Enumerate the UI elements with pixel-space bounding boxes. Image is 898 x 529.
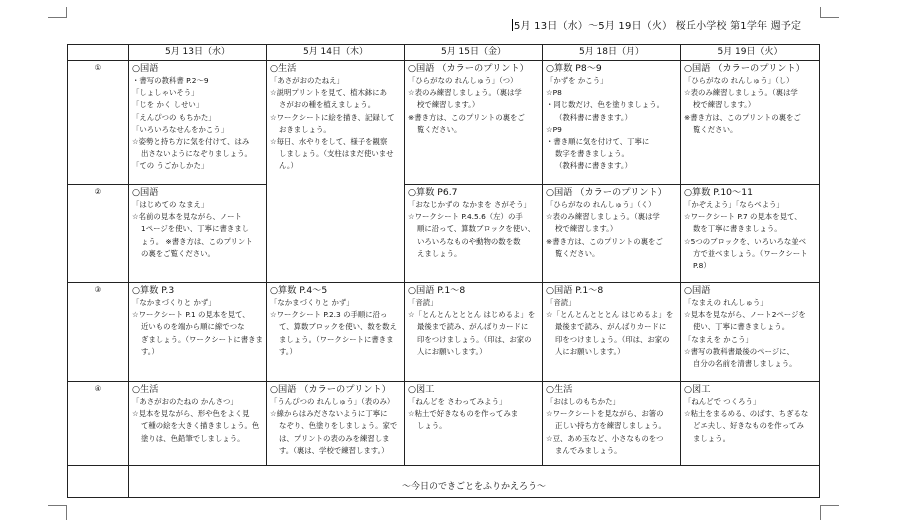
schedule-cell[interactable]: ○生活 「おはしのもちかた」 ☆ワークシートを見ながら、お箸の 正しい持ち方を練習しましょう。 ☆豆、あめ玉など、小さなものをつ まんでみましょう。 bbox=[543, 382, 681, 466]
schedule-cell[interactable]: ○国語 「はじめての なまえ」 ☆名前の見本を見ながら、ノート 1ページを使い、丁寧に書きまし ょう。 ※書き方は、このプリント の裏をご覧ください。 bbox=[129, 185, 267, 283]
header-day: 5月 15日（金） bbox=[405, 45, 543, 61]
schedule-cell[interactable]: ○図工 「ねんどを さわってみよう」 ☆粘土で好きなものを作ってみま しょう。 bbox=[405, 382, 543, 466]
crop-mark-top-left bbox=[48, 7, 67, 18]
crop-mark-top-right bbox=[820, 7, 839, 18]
schedule-cell[interactable]: ○生活 「あさがおのたねの かんさつ」 ☆見本を見ながら、形や色をよく見 て種の絵を大きく描きましょう。色 塗りは、色鉛筆でしましょう。 bbox=[129, 382, 267, 466]
schedule-cell[interactable]: ○算数 P8～9 「かずを かこう」 ☆P8 ・同じ数だけ、色を塗りましょう。 （教科書に書きます。） ☆P9 ・書き順に気を付けて、丁寧に 数字を書きましょう。 （教科書に書きます。） bbox=[543, 61, 681, 185]
period-row-1 bbox=[68, 61, 820, 185]
period-label: ④ bbox=[68, 382, 129, 466]
header-day: 5月 18日（月） bbox=[543, 45, 681, 61]
header-day: 5月 13日（水） bbox=[129, 45, 267, 61]
header-row bbox=[68, 45, 820, 61]
period-row-3 bbox=[68, 283, 820, 382]
schedule-cell[interactable]: ○国語 P.1～8 「音読」 ☆「とんとんとととん はじめるよ」を 最後まで読み、がんばりカードに 印をつけましょう。（印は、お家の 人にお願いします。） bbox=[405, 283, 543, 382]
schedule-cell[interactable]: ○国語 （カラーのプリント） 「うんぴつの れんしゅう」（表のみ） ☆線からはみださないように丁寧に なぞり、色塗りをしましょう。家で は、プリントの表のみを練習しま す。（裏は、学校で練習します。） bbox=[267, 382, 405, 466]
header-day: 5月 19日（火） bbox=[681, 45, 820, 61]
schedule-cell[interactable]: ○国語 （カラーのプリント） 「ひらがなの れんしゅう」（く） ☆表のみ練習しましょう。（裏は学 校で練習します。） ※書き方は、このプリントの裏をご 覧ください。 bbox=[543, 185, 681, 283]
schedule-cell[interactable]: ○国語 P.1～8 「音読」 ☆「とんとんとととん はじめるよ」を 最後まで読み、がんばりカードに 印をつけましょう。（印は、お家の 人にお願いします。） bbox=[543, 283, 681, 382]
schedule-cell[interactable]: ○算数 P.4～5 「なかまづくりと かず」 ☆ワークシート P.2.3 の手順に沿っ て、算数ブロックを使い、数を数え ましょう。（ワークシートに書きま す。） bbox=[267, 283, 405, 382]
weekly-schedule-table bbox=[67, 44, 820, 498]
reflection-label-cell bbox=[68, 466, 129, 498]
crop-mark-bottom-right bbox=[820, 505, 839, 520]
header-day: 5月 14日（木） bbox=[267, 45, 405, 61]
period-label: ② bbox=[68, 185, 129, 283]
schedule-cell[interactable]: ○算数 P6.7 「おなじかずの なかまを さがそう」 ☆ワークシート P.4.5.6（左）の手 順に沿って、算数ブロックを使い、 いろいろなものや動物の数を数 えましょう。 bbox=[405, 185, 543, 283]
schedule-cell[interactable]: ○国語 ・書写の教科書 P.2～9 「しょしゃいそう」 「じを かく しせい」 「えんぴつの もちかた」 「いろいろなせんをかこう」 ☆姿勢と持ち方に気を付けて、はみ 出さないようになぞりましょう。 「ての うごかしかた」 bbox=[129, 61, 267, 185]
page-title bbox=[512, 17, 801, 32]
crop-mark-bottom-left bbox=[48, 505, 67, 520]
header-corner-cell bbox=[68, 45, 129, 61]
schedule-cell[interactable]: ○図工 「ねんどで つくろう」 ☆粘土をまるめる、のばす、ちぎるな どエ夫し、好きなものを作ってみ ましょう。 bbox=[681, 382, 820, 466]
period-label: ① bbox=[68, 61, 129, 185]
schedule-cell[interactable]: ○算数 P.3 「なかまづくりと かず」 ☆ワークシート P.1 の見本を見て、 近いものを端から順に線でつな ぎましょう。（ワークシートに書きま す。） bbox=[129, 283, 267, 382]
schedule-cell[interactable]: ○算数 P.10～11 「かぞえよう」「ならべよう」 ☆ワークシート P.7 の見本を見て、 数を丁寧に書きましょう。 ☆5つのブロックを、いろいろな並べ 方で並べましょう。（ワークシート P.8） bbox=[681, 185, 820, 283]
period-label: ③ bbox=[68, 283, 129, 382]
reflection-cell[interactable]: ～今日のできごとをふりかえろう～ bbox=[129, 466, 820, 498]
reflection-row bbox=[68, 466, 820, 498]
period-row-2 bbox=[68, 185, 820, 283]
schedule-cell[interactable]: ○国語 （カラーのプリント） 「ひらがなの れんしゅう」（し） ☆表のみ練習しましょう。（裏は学 校で練習します。） ※書き方は、このプリントの裏をご 覧ください。 bbox=[681, 61, 820, 185]
text-cursor bbox=[512, 19, 513, 31]
period-row-4 bbox=[68, 382, 820, 466]
schedule-cell[interactable]: ○国語 「なまえの れんしゅう」 ☆見本を見ながら、ノート2ページを 使い、丁寧に書きましょう。 「なまえを かこう」 ☆書写の教科書最後のページに、 自分の名前を清書しましょう。 bbox=[681, 283, 820, 382]
schedule-cell[interactable]: ○生活 「あさがおのたねえ」 ☆説明プリントを見て、植木鉢にあ さがおの種を植えましょう。 ☆ワークシートに絵を描き、記録して おきましょう。 ☆毎日、水やりをして、様子を観察 しましょう。（支柱はまだ使いませ ん。） bbox=[267, 61, 405, 283]
page-title-text: 5月 13日（水）～5月 19日（火） 桜丘小学校 第1学年 週予定 bbox=[514, 21, 802, 32]
schedule-cell[interactable]: ○国語 （カラーのプリント） 「ひらがなの れんしゅう」（つ） ☆表のみ練習しましょう。（裏は学 校で練習します。） ※書き方は、このプリントの裏をご 覧ください。 bbox=[405, 61, 543, 185]
